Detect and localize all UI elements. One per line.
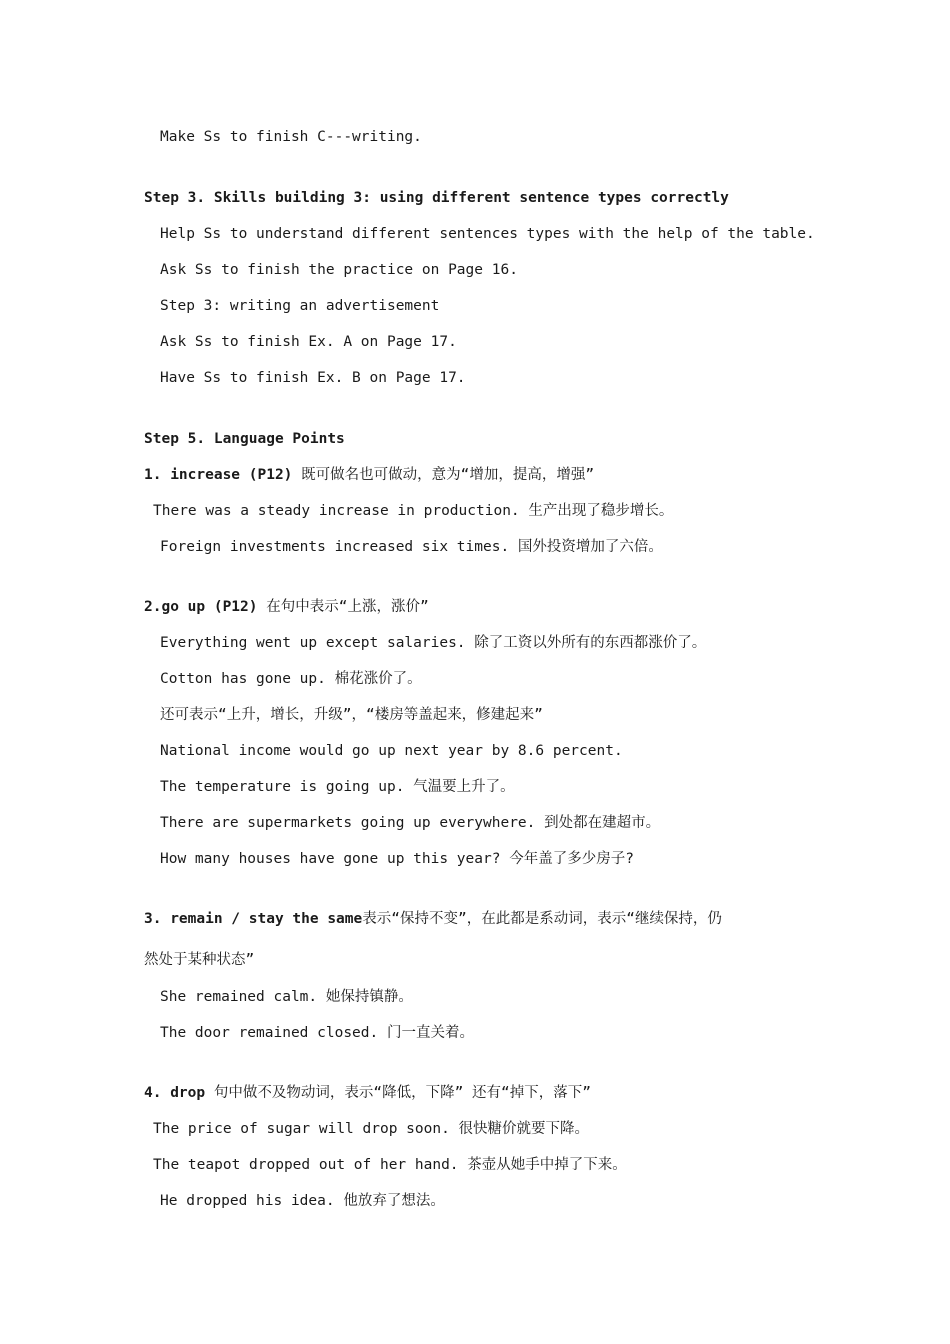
example-line: There was a steady increase in production. 生产出现了稳步增长。	[153, 503, 674, 519]
point-term: 3. remain / stay the same	[144, 911, 363, 927]
instruction-line: Help Ss to understand different sentences types with the help of the table.	[160, 226, 815, 242]
example-line: She remained calm. 她保持镇静。	[160, 989, 413, 1005]
instruction-line: Step 3: writing an advertisement	[160, 298, 440, 314]
section-heading: Step 3. Skills building 3: using different sentence types correctly	[144, 190, 729, 206]
example-line: He dropped his idea. 他放弃了想法。	[160, 1193, 445, 1209]
point-explanation: 在句中表示“上涨，涨价”	[257, 599, 429, 615]
point-term: 4. drop	[144, 1085, 206, 1101]
example-line: The temperature is going up. 气温要上升了。	[160, 779, 515, 795]
example-line: National income would go up next year by 8.6 percent.	[160, 743, 623, 759]
example-line: The price of sugar will drop soon. 很快糖价就要下降。	[153, 1121, 590, 1137]
point-explanation: 既可做名也可做动，意为“增加，提高，增强”	[292, 467, 595, 483]
point-heading	[144, 597, 429, 617]
example-line: Cotton has gone up. 棉花涨价了。	[160, 671, 422, 687]
example-line: The teapot dropped out of her hand. 茶壶从她手中掉了下来。	[153, 1157, 627, 1173]
example-line: There are supermarkets going up everywhere. 到处都在建超市。	[160, 815, 661, 831]
point-explanation: 表示“保持不变”，在此都是系动词，表示“继续保持，仍	[362, 911, 722, 927]
explanation-line: 然处于某种状态”	[144, 952, 255, 968]
point-heading	[144, 909, 722, 929]
instruction-line: Ask Ss to finish Ex. A on Page 17.	[160, 334, 457, 350]
example-line: The door remained closed. 门一直关着。	[160, 1025, 474, 1041]
point-term: 1. increase (P12)	[144, 467, 293, 483]
example-line: Foreign investments increased six times. 国外投资增加了六倍。	[160, 539, 663, 555]
instruction-line: Make Ss to finish C---writing.	[160, 129, 422, 145]
point-term: 2.go up (P12)	[144, 599, 258, 615]
example-line: How many houses have gone up this year? 今年盖了多少房子?	[160, 851, 634, 867]
explanation-line: 还可表示“上升，增长，升级”，“楼房等盖起来，修建起来”	[160, 707, 543, 723]
point-heading	[144, 1083, 591, 1103]
example-line: Everything went up except salaries. 除了工资以外所有的东西都涨价了。	[160, 635, 707, 651]
point-heading	[144, 465, 594, 485]
instruction-line: Have Ss to finish Ex. B on Page 17.	[160, 370, 466, 386]
point-explanation: 句中做不及物动词，表示“降低，下降” 还有“掉下，落下”	[205, 1085, 591, 1101]
section-heading: Step 5. Language Points	[144, 431, 345, 447]
instruction-line: Ask Ss to finish the practice on Page 16.	[160, 262, 518, 278]
